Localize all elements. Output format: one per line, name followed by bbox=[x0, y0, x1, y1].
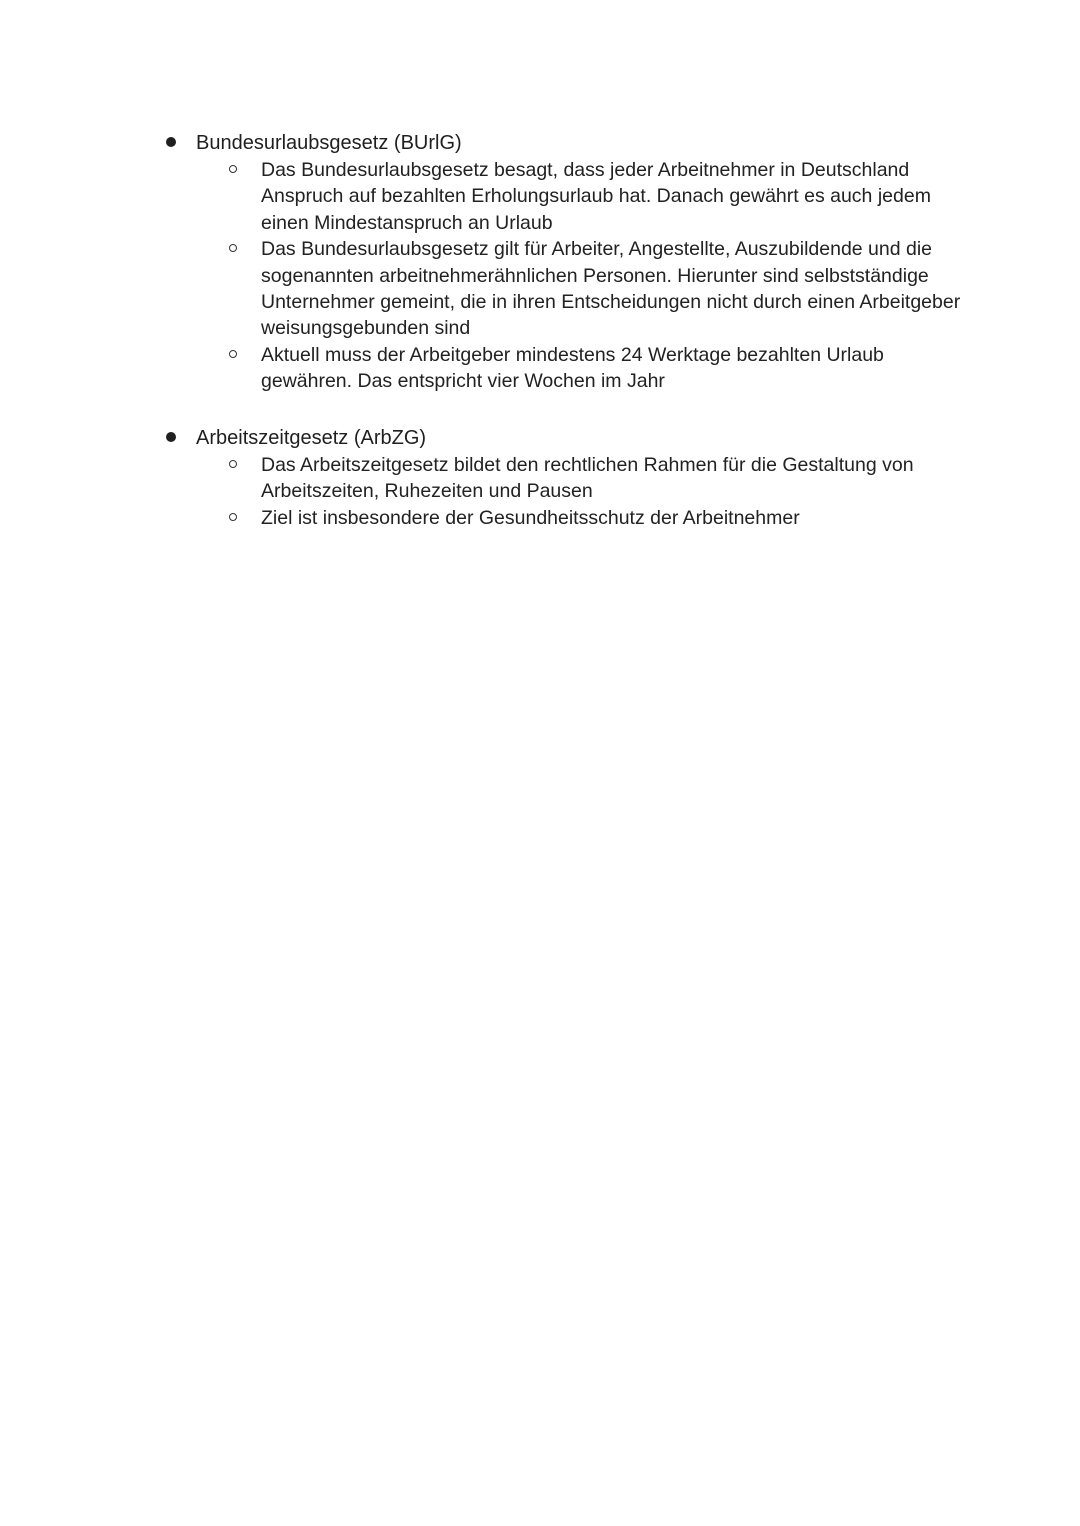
sub-list bbox=[0, 452, 1080, 531]
bullet-dot-icon bbox=[166, 137, 176, 147]
list-item-text: Das Bundesurlaubsgesetz gilt für Arbeiter, Angestellte, Auszubildende und die sogenannten arbeitnehmerähnlichen Personen. Hierunter sind selbstständige Unternehmer gemeint, die in ihren Entscheidungen nicht durch einen Arbeitgeber weisungsgebunden sind bbox=[261, 238, 961, 340]
hollow-bullet-icon bbox=[229, 244, 237, 252]
hollow-bullet-icon bbox=[229, 165, 237, 173]
list-item-text: Das Bundesurlaubsgesetz besagt, dass jeder Arbeitnehmer in Deutschland Anspruch auf bezahlten Erholungsurlaub hat. Danach gewährt es auch jedem einen Mindestanspruch an Urlaub bbox=[261, 159, 931, 234]
list-item-text: Das Arbeitszeitgesetz bildet den rechtlichen Rahmen für die Gestaltung von Arbeitszeiten, Ruhezeiten und Pausen bbox=[261, 454, 914, 503]
bullet-dot-icon bbox=[166, 432, 176, 442]
list-item bbox=[0, 505, 1080, 531]
list-item-text: Aktuell muss der Arbeitgeber mindestens 24 Werktage bezahlten Urlaub gewähren. Das entspricht vier Wochen im Jahr bbox=[261, 343, 884, 393]
hollow-bullet-icon bbox=[229, 350, 237, 358]
list-item bbox=[0, 157, 1080, 236]
section-title: Bundesurlaubsgesetz (BUrlG) bbox=[196, 132, 462, 154]
list-item-text: Ziel ist insbesondere der Gesundheitsschutz der Arbeitnehmer bbox=[261, 506, 800, 529]
section-burlg bbox=[0, 129, 1080, 395]
sub-list bbox=[0, 157, 1080, 395]
section-arbzg bbox=[0, 424, 1080, 531]
list-item bbox=[0, 342, 1080, 395]
hollow-bullet-icon bbox=[229, 460, 237, 468]
section-title: Arbeitszeitgesetz (ArbZG) bbox=[196, 427, 427, 449]
bullet-item bbox=[0, 129, 1080, 157]
bullet-item bbox=[0, 424, 1080, 452]
list-item bbox=[0, 236, 1080, 342]
list-item bbox=[0, 452, 1080, 505]
hollow-bullet-icon bbox=[229, 513, 237, 521]
